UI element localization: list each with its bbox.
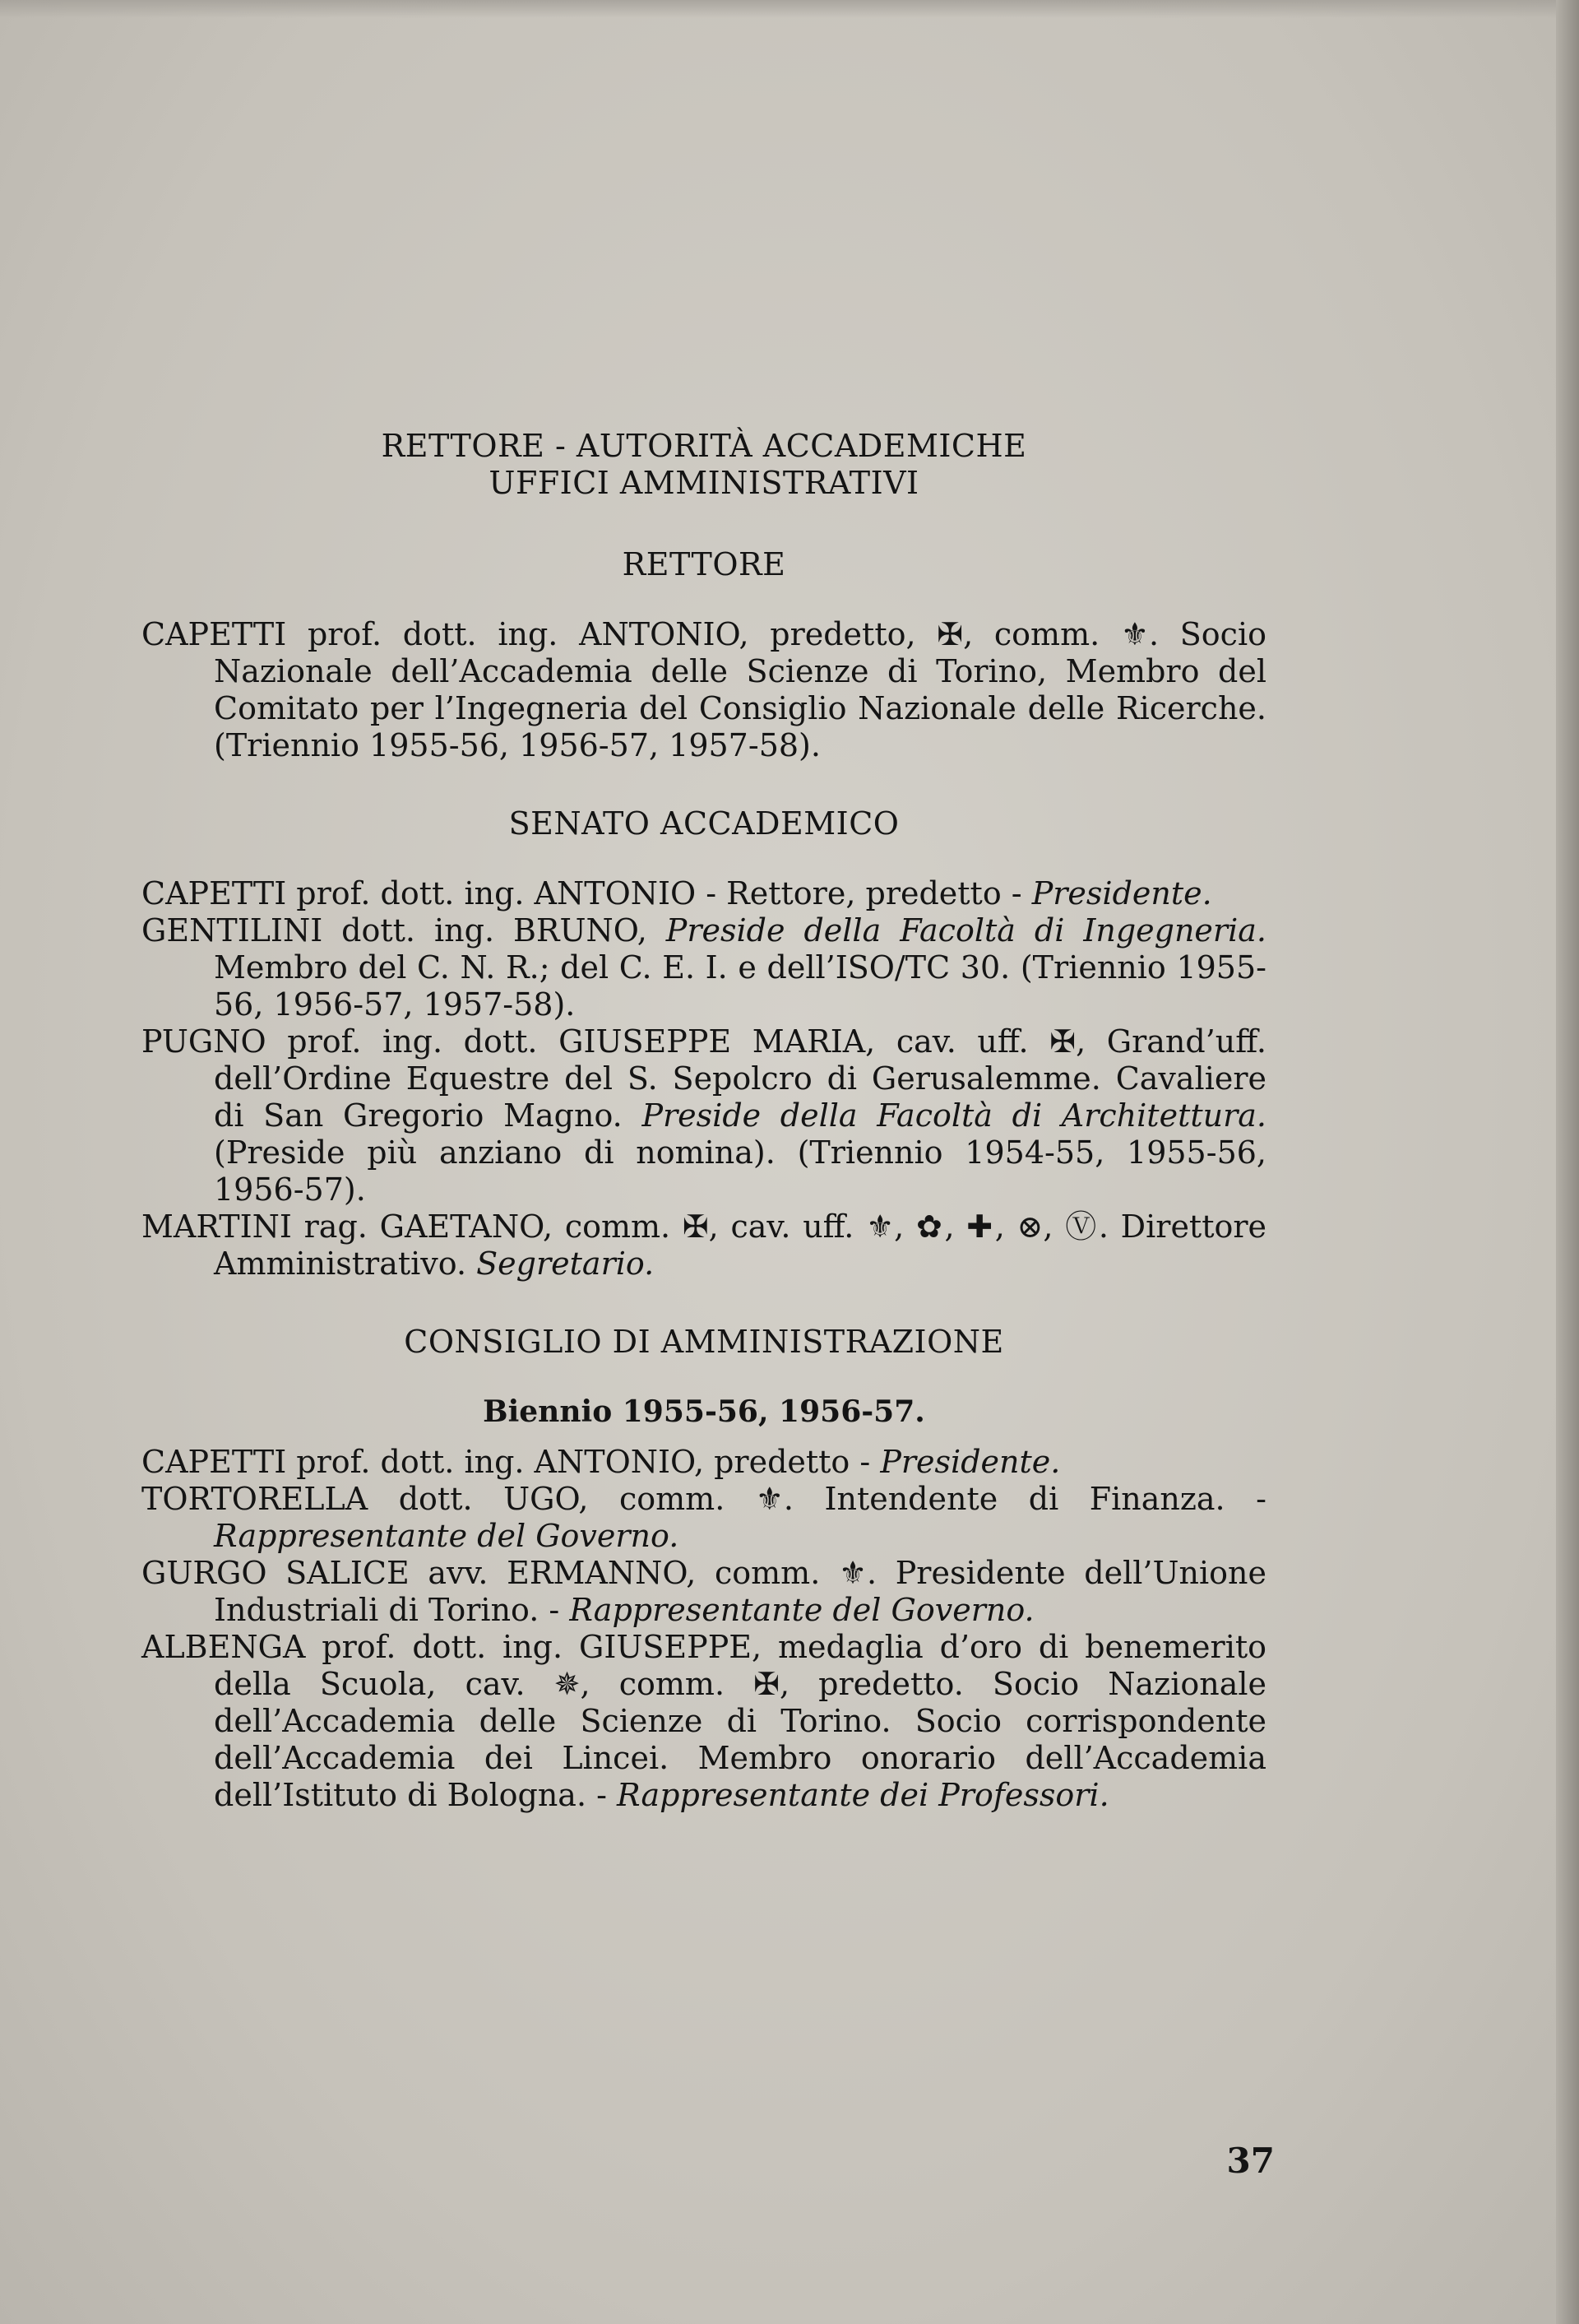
entry-senato-capetti: CAPETTI prof. dott. ing. ANTONIO - Rettore, predetto - Presidente. xyxy=(141,875,1212,912)
entry-rettore-capetti: CAPETTI prof. dott. ing. ANTONIO, predetto, ✠, comm. ⚜. Socio Nazionale dell’Accademia delle Scienze di Torino, Membro del Comitato per l’Ingegneria del Consiglio Nazionale delle Ricerche. (Triennio 1955-56, 1956-57, 1957-58). xyxy=(141,616,1266,763)
page-right-edge xyxy=(1556,0,1579,2324)
entry-role: Rappresentante del Governo. xyxy=(214,1518,679,1554)
entry-role: Preside della Facoltà di Ingegneria. xyxy=(665,912,1266,949)
page-number: 37 xyxy=(1226,2141,1275,2181)
entry-role: Segretario. xyxy=(476,1245,655,1282)
consiglio-list xyxy=(141,1444,1266,1814)
entry-consiglio-gurgo-salice: GURGO SALICE avv. ERMANNO, comm. ⚜. Presidente dell’Unione Industriali di Torino. - Rappresentante del Governo. xyxy=(141,1555,1266,1628)
entry-role: Rappresentante del Governo. xyxy=(569,1592,1035,1628)
page-top-shadow xyxy=(0,0,1579,18)
entry-role: Rappresentante dei Professori. xyxy=(617,1777,1109,1813)
entry-role: Presidente. xyxy=(1031,875,1212,912)
entry-consiglio-albenga: ALBENGA prof. dott. ing. GIUSEPPE, medaglia d’oro di benemerito della Scuola, cav. ✵, comm. ✠, predetto. Socio Nazionale dell’Accademia delle Scienze di Torino. Socio corrispondente dell’Accademia dei Lincei. Membro onorario dell’Accademia dell’Istituto di Bologna. - Rappresentante dei Professori. xyxy=(141,1629,1266,1813)
entry-consiglio-tortorella: TORTORELLA dott. UGO, comm. ⚜. Intendente di Finanza. - Rappresentante del Governo. xyxy=(141,1481,1266,1554)
senato-list xyxy=(141,875,1266,1283)
main-heading-line2: UFFICI AMMINISTRATIVI xyxy=(489,465,919,501)
entry-role: Presidente. xyxy=(880,1444,1061,1480)
text-column xyxy=(141,428,1266,1814)
section-heading-consiglio: CONSIGLIO DI AMMINISTRAZIONE xyxy=(404,1324,1004,1360)
rettore-list xyxy=(141,616,1266,764)
entry-senato-gentilini: GENTILINI dott. ing. BRUNO, Preside della Facoltà di Ingegneria. Membro del C. N. R.; del C. E. I. e dell’ISO/TC 30. (Triennio 1955-56, 1956-57, 1957-58). xyxy=(141,912,1266,1023)
entry-senato-pugno: PUGNO prof. ing. dott. GIUSEPPE MARIA, cav. uff. ✠, Grand’uff. dell’Ordine Equestre del S. Sepolcro di Gerusalemme. Cavaliere di San Gregorio Magno. Preside della Facoltà di Architettura. (Preside più anziano di nomina). (Triennio 1954-55, 1955-56, 1956-57). xyxy=(141,1023,1266,1208)
biennio-subheading: Biennio 1955-56, 1956-57. xyxy=(483,1394,925,1429)
entry-senato-martini: MARTINI rag. GAETANO, comm. ✠, cav. uff. ⚜, ✿, ✚, ⊗, Ⓥ. Direttore Amministrativo. Segretario. xyxy=(141,1208,1266,1282)
main-heading-line1: RETTORE - AUTORITÀ ACCADEMICHE xyxy=(381,428,1027,464)
entry-role: Preside della Facoltà di Architettura. xyxy=(641,1097,1266,1134)
entry-consiglio-capetti: CAPETTI prof. dott. ing. ANTONIO, predetto - Presidente. xyxy=(141,1444,1061,1480)
section-heading-rettore: RETTORE xyxy=(622,546,786,582)
section-heading-senato: SENATO ACCADEMICO xyxy=(508,805,900,842)
